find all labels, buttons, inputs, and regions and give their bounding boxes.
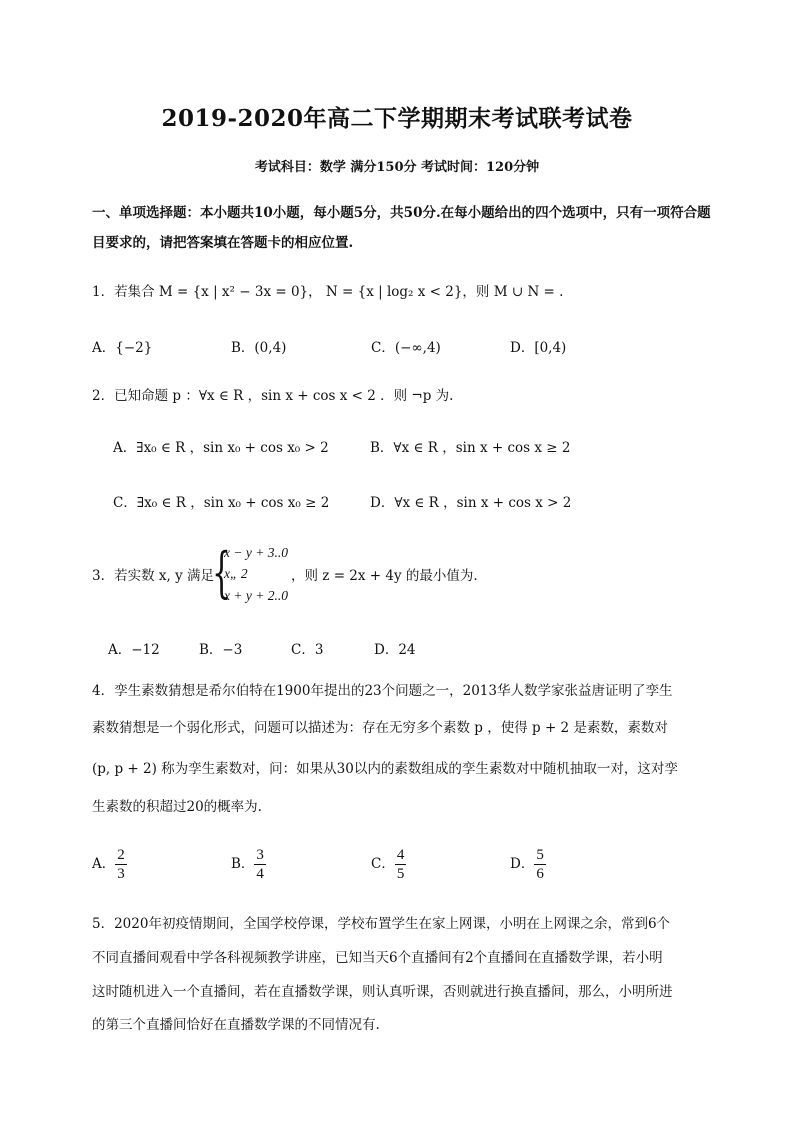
question-1-option-c: C．(−∞,4)	[371, 340, 441, 356]
fraction-b-denominator: 4	[256, 866, 264, 882]
question-5-line-1: 5．2020年初疫情期间，全国学校停课，学校布置学生在家上网课，小明在上网课之余，常到6个	[92, 916, 671, 932]
exam-info: 考试科目：数学 满分150分 考试时间：120分钟	[254, 160, 540, 175]
question-4-line-1: 4．孪生素数猜想是希尔伯特在1900年提出的23个问题之一，2013华人数学家张益唐证明了孪生	[92, 683, 673, 699]
question-3-option-b: B．−3	[199, 642, 243, 658]
question-4-line-4: 生素数的积超过20的概率为.	[92, 799, 262, 815]
question-4-option-c	[371, 846, 406, 883]
question-5-line-4: 的第三个直播间恰好在直播数学课的不同情况有.	[92, 1017, 380, 1033]
system-brace: {	[212, 541, 231, 604]
question-1-option-a: A．{−2}	[92, 340, 153, 356]
question-4-option-d	[510, 846, 546, 883]
question-1-stem: 1．若集合 M = {x | x² − 3x = 0}， N = {x | log₂ x < 2}，则 M ∪ N = .	[92, 284, 564, 300]
fraction-b	[254, 846, 266, 883]
constraint-3: x + y + 2..0	[224, 588, 288, 603]
question-2-option-a: A．∃x₀ ∈ R ，sin x₀ + cos x₀ > 2	[113, 440, 329, 456]
option-c-label: C．	[371, 856, 395, 872]
question-4-line-2: 素数猜想是一个弱化形式，问题可以描述为：存在无穷多个素数 p ，使得 p + 2 是素数，素数对	[92, 720, 668, 736]
question-2-option-d: D．∀x ∈ R ，sin x + cos x > 2	[370, 495, 572, 511]
question-3-prefix: 3．若实数 x, y 满足	[92, 568, 214, 584]
option-a-label: A．	[92, 856, 116, 872]
question-3-option-d: D．24	[374, 642, 416, 658]
question-1-option-d: D．[0,4)	[510, 340, 567, 356]
option-b-label: B．	[231, 856, 255, 872]
question-2-option-b: B．∀x ∈ R ，sin x + cos x ≥ 2	[370, 440, 571, 456]
fraction-c-numerator: 4	[396, 847, 405, 863]
option-d-label: D．	[510, 856, 535, 872]
fraction-d	[534, 846, 546, 883]
question-4-line-3: (p, p + 2) 称为孪生素数对，问：如果从30以内的素数组成的孪生素数对中随机抽取一对，这对孪	[92, 761, 678, 777]
question-5-line-3: 这时随机进入一个直播间，若在直播数学课，则认真听课，否则就进行换直播间，那么，小明所进	[92, 984, 673, 1000]
question-2-option-c: C．∃x₀ ∈ R ，sin x₀ + cos x₀ ≥ 2	[113, 495, 330, 511]
question-5-line-2: 不同直播间观看中学各科视频教学讲座，已知当天6个直播间有2个直播间在直播数学课，若小明	[92, 950, 663, 966]
question-3-option-c: C．3	[291, 642, 324, 658]
question-4-option-a	[92, 846, 127, 883]
fraction-b-numerator: 3	[256, 847, 264, 863]
fraction-a-numerator: 2	[117, 847, 125, 863]
fraction-a-denominator: 3	[117, 866, 125, 882]
fraction-c	[395, 846, 407, 883]
question-3-suffix: ，则 z = 2x + 4y 的最小值为.	[291, 568, 478, 584]
fraction-d-denominator: 6	[536, 866, 544, 882]
page-title: 2019-2020年高二下学期期末考试联考试卷	[161, 105, 633, 132]
question-4-option-b	[231, 846, 266, 883]
question-3-option-a: A．−12	[108, 642, 160, 658]
fraction-d-numerator: 5	[536, 847, 544, 863]
section-instructions: 一、单项选择题：本小题共10小题，每小题5分，共50分.在每小题给出的四个选项中，只有一项符合题目要求的，请把答案填在答题卡的相应位置.	[92, 205, 711, 251]
fraction-c-denominator: 5	[396, 866, 405, 882]
question-1-option-b: B．(0,4)	[231, 340, 287, 356]
constraint-2: x„ 2	[224, 566, 248, 581]
question-2-stem: 2．已知命题 p ：∀x ∈ R ，sin x + cos x < 2 ．则 ¬p 为.	[92, 388, 454, 404]
constraint-1: x − y + 3..0	[224, 545, 288, 560]
fraction-a	[115, 846, 127, 883]
